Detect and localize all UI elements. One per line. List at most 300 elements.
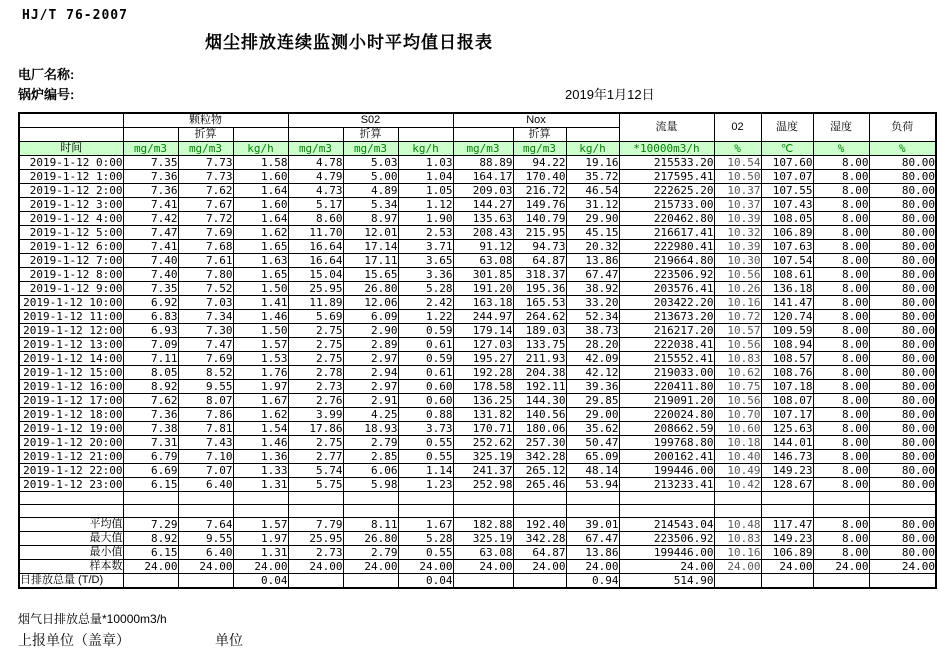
cell-so2-conv: 18.93 — [343, 422, 398, 436]
cell-nox-kgh: 0.94 — [566, 574, 619, 589]
cell-nox-kgh: 67.47 — [566, 268, 619, 282]
cell-nox-mgm3: 209.03 — [453, 184, 513, 198]
group-so2: S02 — [288, 113, 453, 128]
cell-nox-conv: 64.87 — [513, 254, 566, 268]
cell-load: 80.00 — [869, 394, 936, 408]
cell-nox-mgm3: 144.27 — [453, 198, 513, 212]
cell-o2: 10.75 — [714, 380, 761, 394]
cell-nox-kgh: 13.86 — [566, 546, 619, 560]
cell-temperature: 106.89 — [761, 226, 813, 240]
cell-humidity: 8.00 — [813, 310, 869, 324]
cell-temperature: 144.01 — [761, 436, 813, 450]
cell-time: 2019-1-12 18:00 — [19, 408, 123, 422]
data-row — [19, 338, 936, 352]
cell-so2-conv: 8.97 — [343, 212, 398, 226]
gap-cell — [619, 505, 714, 518]
cell-time: 日排放总量 (T/D) — [19, 574, 123, 589]
cell-temperature — [761, 492, 813, 505]
cell-humidity: 8.00 — [813, 338, 869, 352]
cell-flow: 219033.00 — [619, 366, 714, 380]
cell-load: 80.00 — [869, 212, 936, 226]
cell-nox-conv: 318.37 — [513, 268, 566, 282]
cell-so2-kgh: 3.73 — [398, 422, 453, 436]
cell-so2-mgm3: 8.60 — [288, 212, 343, 226]
cell-nox-kgh: 19.16 — [566, 156, 619, 170]
cell-pm-kgh: 1.46 — [233, 310, 288, 324]
cell-humidity: 8.00 — [813, 394, 869, 408]
cell-o2: 10.40 — [714, 450, 761, 464]
cell-so2-conv: 26.80 — [343, 282, 398, 296]
cell-so2-mgm3: 2.73 — [288, 546, 343, 560]
cell-o2: 10.16 — [714, 296, 761, 310]
emissions-table — [18, 112, 937, 589]
cell-nox-conv — [513, 492, 566, 505]
cell-nox-kgh: 29.00 — [566, 408, 619, 422]
cell-nox-mgm3 — [453, 574, 513, 589]
cell-flow: 203576.41 — [619, 282, 714, 296]
report-date: 2019年1月12日 — [565, 87, 655, 102]
cell-so2-mgm3: 25.95 — [288, 282, 343, 296]
cell-temperature: 136.18 — [761, 282, 813, 296]
cell-so2-conv: 5.00 — [343, 170, 398, 184]
cell-load: 80.00 — [869, 156, 936, 170]
cell-temperature: 107.07 — [761, 170, 813, 184]
cell-load: 80.00 — [869, 450, 936, 464]
gap-cell — [813, 505, 869, 518]
cell-temperature: 108.07 — [761, 394, 813, 408]
data-row — [19, 310, 936, 324]
cell-nox-mgm3: 91.12 — [453, 240, 513, 254]
cell-so2-kgh: 5.28 — [398, 282, 453, 296]
cell-o2: 10.26 — [714, 282, 761, 296]
cell-temperature: 107.55 — [761, 184, 813, 198]
cell-time: 2019-1-12 4:00 — [19, 212, 123, 226]
unit-label: 单位 — [215, 632, 243, 648]
cell-pm-kgh: 1.60 — [233, 198, 288, 212]
cell-pm-kgh: 1.31 — [233, 478, 288, 492]
cell-so2-conv: 12.06 — [343, 296, 398, 310]
cell-nox-conv: 265.46 — [513, 478, 566, 492]
cell-pm-conv — [178, 492, 233, 505]
cell-humidity: 8.00 — [813, 282, 869, 296]
cell-flow: 222038.41 — [619, 338, 714, 352]
cell-pm-mgm3: 8.92 — [123, 532, 178, 546]
cell-so2-mgm3: 11.89 — [288, 296, 343, 310]
cell-o2: 10.39 — [714, 212, 761, 226]
cell-pm-mgm3: 7.31 — [123, 436, 178, 450]
cell-flow: 214543.04 — [619, 518, 714, 532]
cell-pm-mgm3: 7.41 — [123, 240, 178, 254]
cell-nox-conv: 64.87 — [513, 546, 566, 560]
cell-pm-conv: 7.10 — [178, 450, 233, 464]
cell-time: 样本数 — [19, 560, 123, 574]
cell-nox-conv: 144.30 — [513, 394, 566, 408]
cell-so2-mgm3: 2.77 — [288, 450, 343, 464]
cell-nox-mgm3: 208.43 — [453, 226, 513, 240]
cell-o2: 10.48 — [714, 518, 761, 532]
cell-humidity: 8.00 — [813, 436, 869, 450]
cell-time: 2019-1-12 16:00 — [19, 380, 123, 394]
cell-so2-mgm3: 16.64 — [288, 254, 343, 268]
cell-time: 2019-1-12 8:00 — [19, 268, 123, 282]
cell-nox-mgm3: 178.58 — [453, 380, 513, 394]
flue-gas-daily-total-label: 烟气日排放总量*10000m3/h — [18, 612, 167, 626]
cell-pm-conv: 6.40 — [178, 546, 233, 560]
cell-so2-mgm3: 24.00 — [288, 560, 343, 574]
cell-pm-conv: 7.52 — [178, 282, 233, 296]
cell-nox-conv: 133.75 — [513, 338, 566, 352]
cell-o2: 10.83 — [714, 532, 761, 546]
cell-so2-kgh: 2.53 — [398, 226, 453, 240]
gap-cell — [19, 505, 123, 518]
cell-time: 2019-1-12 2:00 — [19, 184, 123, 198]
cell-pm-kgh: 1.50 — [233, 324, 288, 338]
cell-o2: 10.32 — [714, 226, 761, 240]
cell-so2-kgh: 0.04 — [398, 574, 453, 589]
cell-o2: 10.57 — [714, 324, 761, 338]
corner-cell — [19, 113, 123, 128]
cell-o2 — [714, 574, 761, 589]
cell-nox-conv: 24.00 — [513, 560, 566, 574]
unit-pm-mgm3: mg/m3 — [123, 142, 178, 156]
cell-flow — [619, 492, 714, 505]
cell-load: 80.00 — [869, 436, 936, 450]
cell-time: 2019-1-12 1:00 — [19, 170, 123, 184]
cell-nox-conv: 342.28 — [513, 450, 566, 464]
report-unit-label: 上报单位（盖章） — [18, 632, 130, 648]
cell-pm-conv: 8.52 — [178, 366, 233, 380]
cell-humidity: 24.00 — [813, 560, 869, 574]
cell-so2-conv — [343, 492, 398, 505]
cell-pm-mgm3: 8.05 — [123, 366, 178, 380]
cell-temperature: 108.05 — [761, 212, 813, 226]
cell-pm-kgh: 1.54 — [233, 422, 288, 436]
cell-so2-mgm3 — [288, 492, 343, 505]
cell-humidity: 8.00 — [813, 212, 869, 226]
cell-so2-conv: 17.14 — [343, 240, 398, 254]
data-row — [19, 366, 936, 380]
cell-temperature: 146.73 — [761, 450, 813, 464]
cell-nox-mgm3: 135.63 — [453, 212, 513, 226]
cell-time: 2019-1-12 13:00 — [19, 338, 123, 352]
cell-nox-conv: 180.06 — [513, 422, 566, 436]
cell-pm-kgh: 0.04 — [233, 574, 288, 589]
cell-nox-kgh: 31.12 — [566, 198, 619, 212]
unit-nox-conv: mg/m3 — [513, 142, 566, 156]
cell-flow: 223506.92 — [619, 532, 714, 546]
cell-nox-kgh: 42.12 — [566, 366, 619, 380]
gap-cell — [288, 505, 343, 518]
cell-so2-conv: 5.03 — [343, 156, 398, 170]
cell-nox-mgm3: 192.28 — [453, 366, 513, 380]
data-row — [19, 296, 936, 310]
cell-humidity: 8.00 — [813, 450, 869, 464]
cell-o2: 10.18 — [714, 436, 761, 450]
cell-o2: 10.49 — [714, 464, 761, 478]
cell-nox-kgh: 13.86 — [566, 254, 619, 268]
cell-load: 80.00 — [869, 352, 936, 366]
cell-so2-kgh: 0.59 — [398, 324, 453, 338]
cell-so2-conv: 8.11 — [343, 518, 398, 532]
cell-so2-mgm3: 7.79 — [288, 518, 343, 532]
cell-temperature: 128.67 — [761, 478, 813, 492]
cell-nox-mgm3: 325.19 — [453, 450, 513, 464]
data-row — [19, 380, 936, 394]
cell-flow: 215533.20 — [619, 156, 714, 170]
cell-flow: 217595.41 — [619, 170, 714, 184]
cell-time: 2019-1-12 14:00 — [19, 352, 123, 366]
cell-load: 80.00 — [869, 170, 936, 184]
cell-temperature: 107.17 — [761, 408, 813, 422]
cell-time — [19, 492, 123, 505]
cell-temperature: 107.43 — [761, 198, 813, 212]
cell-nox-conv: 189.03 — [513, 324, 566, 338]
cell-o2: 10.56 — [714, 268, 761, 282]
cell-load: 80.00 — [869, 310, 936, 324]
cell-time: 2019-1-12 21:00 — [19, 450, 123, 464]
blank-cell — [19, 128, 123, 142]
cell-nox-kgh — [566, 492, 619, 505]
group-load: 负荷 — [869, 113, 936, 142]
cell-load: 80.00 — [869, 296, 936, 310]
data-row — [19, 450, 936, 464]
cell-o2: 10.16 — [714, 546, 761, 560]
cell-pm-mgm3: 7.35 — [123, 282, 178, 296]
cell-load: 80.00 — [869, 366, 936, 380]
cell-load: 80.00 — [869, 518, 936, 532]
so2-conversion-label: 折算 — [343, 128, 398, 142]
cell-load: 80.00 — [869, 422, 936, 436]
unit-header-row — [19, 142, 936, 156]
cell-pm-conv: 7.81 — [178, 422, 233, 436]
cell-pm-kgh: 1.58 — [233, 156, 288, 170]
cell-so2-mgm3: 17.86 — [288, 422, 343, 436]
cell-so2-mgm3: 4.73 — [288, 184, 343, 198]
max-row — [19, 532, 936, 546]
blank-cell — [566, 128, 619, 142]
cell-so2-mgm3: 4.79 — [288, 170, 343, 184]
cell-flow: 216617.41 — [619, 226, 714, 240]
cell-humidity: 8.00 — [813, 352, 869, 366]
cell-pm-conv: 7.61 — [178, 254, 233, 268]
data-row — [19, 282, 936, 296]
cell-o2: 10.42 — [714, 478, 761, 492]
report-title: 烟尘排放连续监测小时平均值日报表 — [205, 33, 493, 52]
cell-pm-mgm3: 7.11 — [123, 352, 178, 366]
cell-pm-mgm3: 6.15 — [123, 478, 178, 492]
cell-so2-conv: 4.25 — [343, 408, 398, 422]
cell-nox-kgh: 28.20 — [566, 338, 619, 352]
cell-flow: 215733.00 — [619, 198, 714, 212]
cell-nox-kgh: 38.92 — [566, 282, 619, 296]
unit-load: % — [869, 142, 936, 156]
cell-so2-conv: 17.11 — [343, 254, 398, 268]
cell-temperature: 107.63 — [761, 240, 813, 254]
cell-load: 80.00 — [869, 464, 936, 478]
blank-row — [19, 492, 936, 505]
cell-so2-kgh: 0.59 — [398, 352, 453, 366]
cell-so2-conv: 2.90 — [343, 324, 398, 338]
cell-o2: 10.37 — [714, 198, 761, 212]
cell-humidity: 8.00 — [813, 464, 869, 478]
cell-flow: 223506.92 — [619, 268, 714, 282]
cell-pm-conv: 7.43 — [178, 436, 233, 450]
cell-load: 24.00 — [869, 560, 936, 574]
cell-time: 2019-1-12 23:00 — [19, 478, 123, 492]
cell-pm-kgh: 1.36 — [233, 450, 288, 464]
cell-humidity: 8.00 — [813, 366, 869, 380]
cell-nox-conv: 94.73 — [513, 240, 566, 254]
cell-o2: 10.37 — [714, 184, 761, 198]
cell-so2-mgm3: 11.70 — [288, 226, 343, 240]
cell-so2-kgh: 1.03 — [398, 156, 453, 170]
group-temperature: 温度 — [761, 113, 813, 142]
cell-time: 2019-1-12 7:00 — [19, 254, 123, 268]
cell-humidity: 8.00 — [813, 532, 869, 546]
cell-nox-kgh: 38.73 — [566, 324, 619, 338]
cell-nox-mgm3: 244.97 — [453, 310, 513, 324]
cell-so2-mgm3: 25.95 — [288, 532, 343, 546]
cell-nox-conv: 192.40 — [513, 518, 566, 532]
data-row — [19, 184, 936, 198]
cell-flow: 220462.80 — [619, 212, 714, 226]
cell-load: 80.00 — [869, 226, 936, 240]
cell-so2-mgm3: 2.73 — [288, 380, 343, 394]
cell-pm-mgm3: 7.29 — [123, 518, 178, 532]
cell-time: 2019-1-12 5:00 — [19, 226, 123, 240]
cell-pm-conv: 7.69 — [178, 226, 233, 240]
plant-name-label: 电厂名称: — [18, 67, 75, 82]
cell-pm-conv: 9.55 — [178, 532, 233, 546]
cell-flow: 219091.20 — [619, 394, 714, 408]
cell-pm-mgm3: 24.00 — [123, 560, 178, 574]
group-nox: Nox — [453, 113, 619, 128]
cell-pm-conv: 7.34 — [178, 310, 233, 324]
cell-so2-kgh: 0.55 — [398, 436, 453, 450]
cell-flow: 220411.80 — [619, 380, 714, 394]
cell-temperature: 107.18 — [761, 380, 813, 394]
cell-temperature: 141.47 — [761, 296, 813, 310]
unit-o2: % — [714, 142, 761, 156]
cell-pm-conv: 7.62 — [178, 184, 233, 198]
cell-flow: 24.00 — [619, 560, 714, 574]
cell-pm-mgm3: 7.40 — [123, 254, 178, 268]
cell-nox-conv: 140.79 — [513, 212, 566, 226]
cell-o2: 10.56 — [714, 394, 761, 408]
cell-nox-mgm3: 182.88 — [453, 518, 513, 532]
cell-temperature: 109.59 — [761, 324, 813, 338]
gap-cell — [566, 505, 619, 518]
cell-flow: 213233.41 — [619, 478, 714, 492]
cell-temperature — [761, 574, 813, 589]
cell-pm-mgm3: 6.15 — [123, 546, 178, 560]
cell-nox-mgm3: 164.17 — [453, 170, 513, 184]
cell-pm-conv: 7.72 — [178, 212, 233, 226]
cell-nox-mgm3: 24.00 — [453, 560, 513, 574]
gap-cell — [178, 505, 233, 518]
cell-so2-conv: 12.01 — [343, 226, 398, 240]
cell-nox-kgh: 67.47 — [566, 532, 619, 546]
cell-flow: 222980.41 — [619, 240, 714, 254]
unit-nox-mgm3: mg/m3 — [453, 142, 513, 156]
data-row — [19, 156, 936, 170]
cell-pm-conv: 7.64 — [178, 518, 233, 532]
cell-pm-conv: 7.30 — [178, 324, 233, 338]
unit-pm-conv: mg/m3 — [178, 142, 233, 156]
blank-cell — [288, 128, 343, 142]
cell-o2: 10.50 — [714, 170, 761, 184]
cell-so2-kgh: 1.67 — [398, 518, 453, 532]
cell-so2-conv: 26.80 — [343, 532, 398, 546]
cell-so2-mgm3: 2.75 — [288, 352, 343, 366]
cell-temperature: 149.23 — [761, 532, 813, 546]
cell-load: 80.00 — [869, 338, 936, 352]
cell-o2: 10.83 — [714, 352, 761, 366]
cell-nox-mgm3: 241.37 — [453, 464, 513, 478]
cell-so2-kgh: 24.00 — [398, 560, 453, 574]
cell-nox-conv: 204.38 — [513, 366, 566, 380]
cell-time: 2019-1-12 9:00 — [19, 282, 123, 296]
cell-flow: 199446.00 — [619, 546, 714, 560]
cell-nox-conv: 264.62 — [513, 310, 566, 324]
min-row — [19, 546, 936, 560]
cell-pm-mgm3: 6.83 — [123, 310, 178, 324]
cell-pm-mgm3: 6.93 — [123, 324, 178, 338]
cell-nox-kgh: 50.47 — [566, 436, 619, 450]
cell-pm-kgh: 1.53 — [233, 352, 288, 366]
cell-pm-kgh: 1.65 — [233, 268, 288, 282]
cell-pm-kgh: 1.31 — [233, 546, 288, 560]
cell-so2-conv: 15.65 — [343, 268, 398, 282]
cell-load: 80.00 — [869, 380, 936, 394]
cell-time: 2019-1-12 6:00 — [19, 240, 123, 254]
cell-pm-kgh: 1.97 — [233, 380, 288, 394]
cell-flow: 220024.80 — [619, 408, 714, 422]
data-row — [19, 268, 936, 282]
cell-nox-conv: 165.53 — [513, 296, 566, 310]
data-row — [19, 324, 936, 338]
cell-so2-mgm3: 4.78 — [288, 156, 343, 170]
cell-so2-kgh: 1.22 — [398, 310, 453, 324]
cell-flow: 200162.41 — [619, 450, 714, 464]
cell-nox-conv: 192.11 — [513, 380, 566, 394]
cell-so2-kgh: 1.05 — [398, 184, 453, 198]
cell-pm-kgh: 1.57 — [233, 338, 288, 352]
cell-load: 80.00 — [869, 198, 936, 212]
cell-load: 80.00 — [869, 532, 936, 546]
cell-pm-mgm3: 7.62 — [123, 394, 178, 408]
cell-load: 80.00 — [869, 240, 936, 254]
group-flow: 流量 — [619, 113, 714, 142]
cell-so2-kgh: 3.65 — [398, 254, 453, 268]
cell-so2-mgm3: 3.99 — [288, 408, 343, 422]
gap-cell — [513, 505, 566, 518]
cell-so2-kgh: 1.90 — [398, 212, 453, 226]
cell-so2-conv: 6.06 — [343, 464, 398, 478]
cell-pm-conv: 7.67 — [178, 198, 233, 212]
cell-pm-conv: 7.03 — [178, 296, 233, 310]
cell-so2-conv: 2.97 — [343, 352, 398, 366]
data-row — [19, 240, 936, 254]
cell-flow: 208662.59 — [619, 422, 714, 436]
cell-so2-conv: 2.94 — [343, 366, 398, 380]
cell-nox-mgm3: 252.62 — [453, 436, 513, 450]
cell-o2: 10.70 — [714, 408, 761, 422]
cell-humidity — [813, 574, 869, 589]
daily-total-row — [19, 574, 936, 589]
cell-pm-kgh: 1.62 — [233, 226, 288, 240]
cell-time: 2019-1-12 22:00 — [19, 464, 123, 478]
